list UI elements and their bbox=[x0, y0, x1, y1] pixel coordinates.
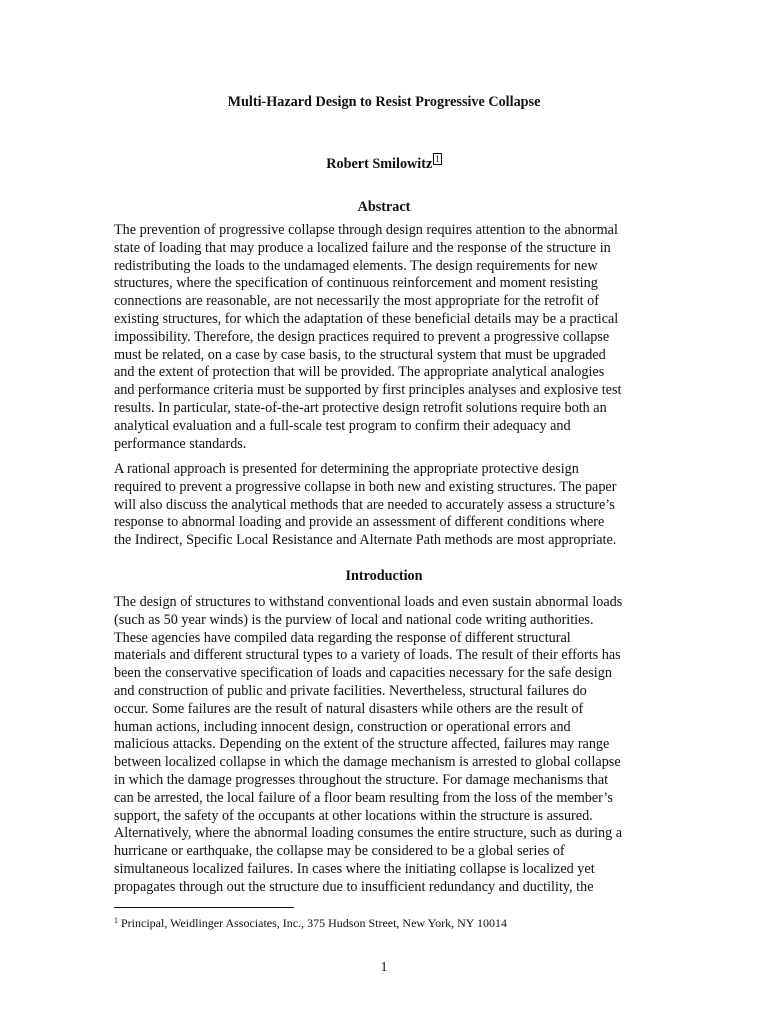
footnote-separator bbox=[114, 907, 294, 908]
author-line bbox=[0, 153, 768, 173]
text-line: required to prevent a progressive collapse in both new and existing structures. The paper bbox=[114, 478, 617, 495]
text-line: The design of structures to withstand conventional loads and even sustain abnormal loads bbox=[114, 594, 623, 610]
abstract-heading: Abstract bbox=[357, 199, 411, 215]
text-line: in which the damage progresses throughout the structure. For damage mechanisms that bbox=[114, 771, 609, 788]
text-line: impossibility. Therefore, the design practices required to prevent a progressive collapse bbox=[114, 328, 610, 345]
text-line: structures, where the specification of continuous reinforcement and moment resisting bbox=[114, 275, 598, 292]
text-line: and performance criteria must be supported by first principles analyses and explosive test bbox=[114, 382, 622, 399]
introduction-heading: Introduction bbox=[345, 568, 423, 584]
footnote bbox=[114, 913, 507, 931]
text-line: human actions, including innocent design, construction or operational errors and bbox=[114, 718, 571, 735]
footnote-text: Principal, Weidlinger Associates, Inc., 375 Hudson Street, New York, NY 10014 bbox=[118, 916, 507, 930]
text-line: support, the safety of the occupants at other locations within the structure is assured. bbox=[114, 807, 593, 824]
introduction-paragraph bbox=[114, 594, 659, 897]
text-line: the Indirect, Specific Local Resistance and Alternate Path methods are most appropriate. bbox=[114, 532, 617, 549]
text-line: Alternatively, where the abnormal loading consumes the entire structure, such as during a bbox=[114, 825, 623, 842]
text-line: and the extent of protection that will be provided. The appropriate analytical analogies bbox=[114, 364, 605, 381]
text-line: will also discuss the analytical methods that are needed to accurately assess a structure’s bbox=[114, 496, 615, 513]
footnote-mark: 1 bbox=[114, 916, 118, 925]
footnote-reference-mark[interactable]: 1 bbox=[435, 154, 440, 164]
text-line: been the conservative specification of loads and capacities necessary for the safe design bbox=[114, 665, 612, 682]
abstract-paragraph-2 bbox=[114, 461, 659, 550]
text-line: between localized collapse in which the damage mechanism is arrested to global collapse bbox=[114, 754, 621, 771]
text-line: response to abnormal loading and provide an assessment of different conditions where bbox=[114, 514, 605, 531]
text-line: A rational approach is presented for determining the appropriate protective design bbox=[114, 461, 579, 477]
paper-title: Multi-Hazard Design to Resist Progressive Collapse bbox=[227, 94, 541, 110]
text-line: materials and different structural types to a variety of loads. The result of their efforts has bbox=[114, 647, 621, 664]
text-line: The prevention of progressive collapse through design requires attention to the abnormal bbox=[114, 222, 618, 238]
text-line: and construction of public and private facilities. Nevertheless, structural failures do bbox=[114, 682, 587, 699]
text-line: must be related, on a case by case basis, to the structural system that must be upgraded bbox=[114, 346, 606, 363]
text-line: simultaneous localized failures. In cases where the initiating collapse is localized yet bbox=[114, 860, 595, 877]
abstract-paragraph-1 bbox=[114, 222, 659, 453]
text-line: connections are reasonable, are not necessarily the most appropriate for the retrofit of bbox=[114, 293, 599, 310]
page-number: 1 bbox=[380, 960, 388, 975]
text-line: analytical evaluation and a full-scale test program to confirm their adequacy and bbox=[114, 417, 571, 434]
text-line: These agencies have compiled data regarding the response of different structural bbox=[114, 629, 571, 646]
text-line: propagates through out the structure due to insufficient redundancy and ductility, the bbox=[114, 878, 594, 895]
text-line: state of loading that may produce a localized failure and the response of the structure in bbox=[114, 239, 611, 256]
text-line: malicious attacks. Depending on the extent of the structure affected, failures may range bbox=[114, 736, 610, 753]
text-line: hurricane or earthquake, the collapse may be considered to be a global series of bbox=[114, 843, 565, 860]
text-line: results. In particular, state-of-the-art protective design retrofit solutions require both an bbox=[114, 399, 607, 416]
text-line: existing structures, for which the adaptation of these beneficial details may be a practical bbox=[114, 310, 619, 327]
text-line: can be arrested, the local failure of a floor beam resulting from the loss of the member’s bbox=[114, 789, 613, 806]
text-line: occur. Some failures are the result of natural disasters while others are the result of bbox=[114, 700, 584, 717]
author-name: Robert Smilowitz bbox=[326, 156, 433, 172]
text-line: performance standards. bbox=[114, 435, 247, 452]
text-line: redistributing the loads to the undamaged elements. The design requirements for new bbox=[114, 257, 598, 274]
text-line: (such as 50 year winds) is the purview of local and national code writing authorities. bbox=[114, 611, 594, 628]
